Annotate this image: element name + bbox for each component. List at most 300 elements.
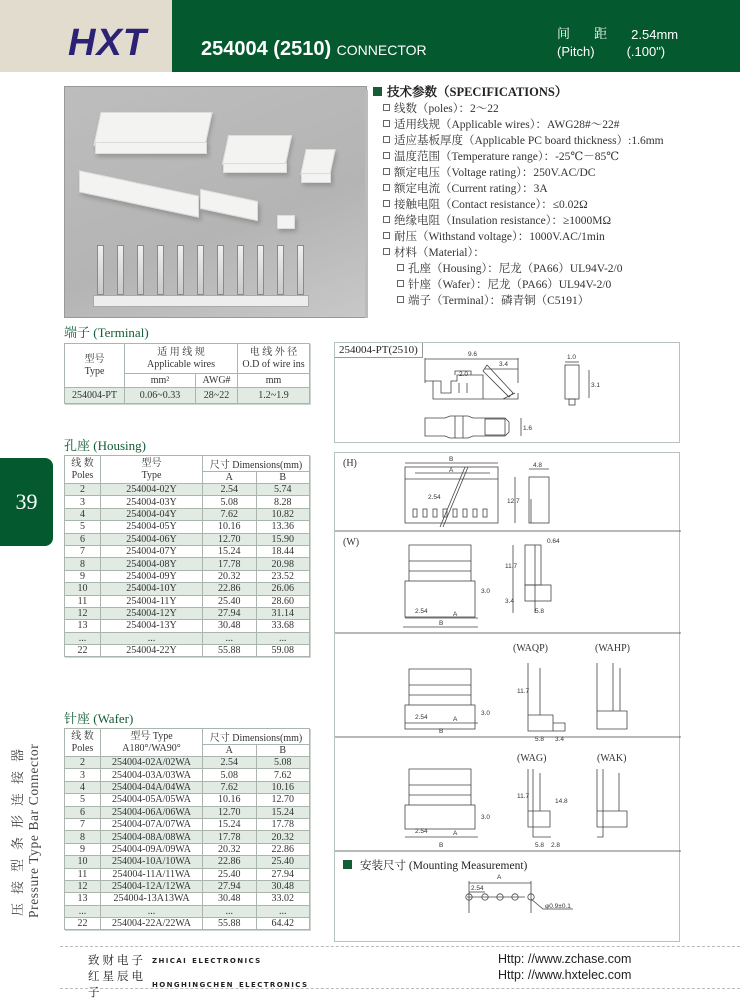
cell-b: 33.68 bbox=[256, 620, 310, 632]
material-item bbox=[373, 277, 733, 293]
cell-poles: 12 bbox=[65, 880, 101, 892]
dim-label: φ0.9±0.1 bbox=[545, 903, 571, 910]
table-row bbox=[65, 769, 310, 781]
terminal-pin bbox=[177, 245, 184, 295]
spec-item bbox=[373, 197, 733, 213]
spec-item bbox=[373, 213, 733, 229]
cell-mm2: 0.06~0.33 bbox=[125, 388, 196, 404]
wafer-table bbox=[64, 728, 310, 930]
dim-label: 2.54 bbox=[415, 714, 428, 721]
terminal-pin bbox=[137, 245, 144, 295]
terminal-drawing bbox=[335, 343, 681, 444]
cell-a: 25.40 bbox=[203, 868, 257, 880]
cell-a: ... bbox=[203, 905, 257, 917]
col-b: B bbox=[256, 745, 310, 757]
cell-poles: 4 bbox=[65, 508, 101, 520]
cell-type: 254004-PT bbox=[65, 388, 125, 404]
table-row bbox=[65, 781, 310, 793]
cell-a: 12.70 bbox=[203, 806, 257, 818]
cell-type: 254004-12A/12WA bbox=[101, 880, 203, 892]
checkbox-icon bbox=[397, 264, 404, 271]
mounting-section-title bbox=[343, 857, 527, 873]
model-number: 254004 (2510) bbox=[201, 38, 332, 60]
cell-a: 55.88 bbox=[203, 645, 257, 657]
housing-2pin-front bbox=[301, 173, 331, 183]
wahp-tag: (WAHP) bbox=[595, 643, 630, 654]
checkbox-icon bbox=[383, 232, 390, 239]
company-url-link[interactable]: Http: //www.zchase.com bbox=[498, 952, 632, 966]
terminal-pin bbox=[297, 245, 304, 295]
wafer-2pin bbox=[277, 215, 295, 229]
terminal-table bbox=[64, 343, 310, 404]
terminal-pin bbox=[117, 245, 124, 295]
cell-poles: 10 bbox=[65, 583, 101, 595]
cell-poles: 13 bbox=[65, 620, 101, 632]
wafer-6pin bbox=[200, 189, 258, 221]
wafer-tag: (W) bbox=[343, 537, 360, 548]
cell-type: 254004-04Y bbox=[101, 508, 203, 520]
dim-label: 2.54 bbox=[415, 828, 428, 835]
cell-b: 20.98 bbox=[256, 558, 310, 570]
spec-text: 材料（Material）： bbox=[394, 247, 485, 259]
pitch-value-in: (.100") bbox=[626, 44, 666, 59]
wak-tag: (WAK) bbox=[597, 753, 627, 764]
material-text: 孔座（Housing）：尼龙（PA66）UL94V-2/0 bbox=[408, 263, 623, 275]
col-a: A bbox=[203, 472, 257, 484]
dim-label: B bbox=[439, 842, 444, 849]
cell-a: ... bbox=[203, 632, 257, 644]
cell-poles: 7 bbox=[65, 545, 101, 557]
cell-a: 2.54 bbox=[203, 484, 257, 496]
cell-poles: 4 bbox=[65, 781, 101, 793]
terminal-pin bbox=[157, 245, 164, 295]
dim-label: 4.8 bbox=[533, 462, 543, 469]
checkbox-icon bbox=[383, 152, 390, 159]
cell-a: 17.78 bbox=[203, 831, 257, 843]
dim-label: A bbox=[453, 611, 458, 618]
category-en: Pressure Type Bar Connector bbox=[26, 743, 41, 918]
table-row bbox=[65, 843, 310, 855]
cell-a: 20.32 bbox=[203, 570, 257, 582]
dim-label: 14.8 bbox=[555, 798, 568, 805]
spec-divider bbox=[365, 90, 368, 318]
cell-a: 55.88 bbox=[203, 918, 257, 930]
dim-label: 2.0 bbox=[459, 371, 469, 378]
wag-tag: (WAG) bbox=[517, 753, 547, 764]
checkbox-icon bbox=[383, 200, 390, 207]
cell-poles: 11 bbox=[65, 868, 101, 880]
housing-section-title: 孔座 (Housing) bbox=[64, 438, 146, 453]
cell-a: 7.62 bbox=[203, 781, 257, 793]
checkbox-icon bbox=[383, 104, 390, 111]
cell-b: 26.06 bbox=[256, 583, 310, 595]
table-row bbox=[65, 388, 310, 404]
dim-label: 5.8 bbox=[535, 736, 545, 743]
cell-type: 254004-13A13WA bbox=[101, 893, 203, 905]
cell-type: 254004-08A/08WA bbox=[101, 831, 203, 843]
col-type bbox=[101, 456, 203, 484]
col-dimensions: 尺寸 Dimensions(mm) bbox=[203, 456, 310, 472]
cell-poles: 12 bbox=[65, 607, 101, 619]
waqp-tag: (WAQP) bbox=[513, 643, 548, 654]
cell-poles: 6 bbox=[65, 806, 101, 818]
cell-a: 30.48 bbox=[203, 620, 257, 632]
product-photo bbox=[64, 86, 367, 318]
cell-a: 22.86 bbox=[203, 856, 257, 868]
cell-poles: 8 bbox=[65, 831, 101, 843]
dim-label: A bbox=[449, 467, 454, 474]
header-text: Poles bbox=[71, 469, 94, 481]
cell-a: 10.16 bbox=[203, 521, 257, 533]
header-text: 型号 Type bbox=[130, 730, 173, 742]
cell-a: 22.86 bbox=[203, 583, 257, 595]
dim-label: 3.0 bbox=[481, 710, 491, 717]
specifications bbox=[373, 84, 733, 309]
material-item bbox=[373, 261, 733, 277]
cell-poles: 6 bbox=[65, 533, 101, 545]
table-row bbox=[65, 856, 310, 868]
footer-company bbox=[88, 968, 308, 1000]
dim-label: 3.0 bbox=[481, 588, 491, 595]
pitch-label-en: (Pitch) bbox=[557, 44, 595, 59]
header-text: 线 数 bbox=[71, 457, 94, 469]
checkbox-icon bbox=[383, 184, 390, 191]
product-type: CONNECTOR bbox=[336, 42, 427, 58]
dim-label: A bbox=[497, 874, 502, 881]
cell-poles: 10 bbox=[65, 856, 101, 868]
spec-text: 绝缘电阻（Insulation resistance）：≥1000MΩ bbox=[394, 215, 612, 227]
cell-a: 12.70 bbox=[203, 533, 257, 545]
checkbox-icon bbox=[383, 168, 390, 175]
cell-type: 254004-12Y bbox=[101, 607, 203, 619]
header-text: 电 线 外 径 bbox=[249, 346, 298, 358]
checkbox-icon bbox=[383, 248, 390, 255]
housing-slot bbox=[413, 509, 417, 517]
col-type bbox=[101, 729, 203, 757]
cell-b: 33.02 bbox=[256, 893, 310, 905]
cell-poles: 5 bbox=[65, 521, 101, 533]
cell-type: 254004-07A/07WA bbox=[101, 818, 203, 830]
cell-b: 5.08 bbox=[256, 757, 310, 769]
cell-type: 254004-09Y bbox=[101, 570, 203, 582]
cell-type: 254004-06Y bbox=[101, 533, 203, 545]
company-name-cn: 红星辰电子 bbox=[88, 969, 146, 999]
header-text: 型号 bbox=[84, 353, 105, 365]
dim-label: 3.1 bbox=[591, 382, 601, 389]
col-type bbox=[65, 344, 125, 388]
cell-a: 2.54 bbox=[203, 757, 257, 769]
cell-a: 30.48 bbox=[203, 893, 257, 905]
category-cn: 压接型条形连接器 bbox=[10, 739, 25, 916]
col-a: A bbox=[203, 745, 257, 757]
table-row bbox=[65, 508, 310, 520]
cell-poles: 13 bbox=[65, 893, 101, 905]
cell-poles: 22 bbox=[65, 918, 101, 930]
housing-table bbox=[64, 455, 310, 657]
dim-label: 3.4 bbox=[499, 361, 509, 368]
housing-tag: (H) bbox=[343, 458, 357, 469]
cell-type: 254004-22A/22WA bbox=[101, 918, 203, 930]
col-b: B bbox=[256, 472, 310, 484]
cell-b: 15.24 bbox=[256, 806, 310, 818]
table-row bbox=[65, 607, 310, 619]
cell-poles: 9 bbox=[65, 843, 101, 855]
cell-poles: 3 bbox=[65, 769, 101, 781]
cell-a: 5.08 bbox=[203, 496, 257, 508]
cell-poles: 22 bbox=[65, 645, 101, 657]
dim-label: 0.64 bbox=[547, 538, 560, 545]
dim-label: 3.0 bbox=[481, 814, 491, 821]
cell-b: 20.32 bbox=[256, 831, 310, 843]
material-text: 端子（Terminal）：磷青铜（C5191） bbox=[408, 295, 590, 307]
cell-type: 254004-06A/06WA bbox=[101, 806, 203, 818]
table-row bbox=[65, 645, 310, 657]
dim-label: B bbox=[439, 728, 444, 735]
table-row bbox=[65, 905, 310, 917]
dim-label: B bbox=[449, 456, 454, 463]
cell-b: 5.74 bbox=[256, 484, 310, 496]
dim-label: A bbox=[453, 830, 458, 837]
col-awg: AWG# bbox=[196, 374, 238, 388]
spec-item bbox=[373, 229, 733, 245]
dimension-drawings-panel bbox=[334, 452, 680, 942]
dim-label: 1.0 bbox=[567, 354, 577, 361]
table-row bbox=[65, 496, 310, 508]
dim-label: 2.8 bbox=[551, 842, 561, 849]
terminal-pin bbox=[237, 245, 244, 295]
pitch-value-mm: 2.54mm bbox=[631, 27, 679, 42]
dim-label: A bbox=[453, 716, 458, 723]
table-row bbox=[65, 818, 310, 830]
cell-a: 15.24 bbox=[203, 818, 257, 830]
cell-b: 28.60 bbox=[256, 595, 310, 607]
dim-label: 2.54 bbox=[428, 494, 441, 501]
material-item bbox=[373, 293, 733, 309]
cell-a: 10.16 bbox=[203, 794, 257, 806]
cell-poles: 2 bbox=[65, 757, 101, 769]
spec-text: 适应基板厚度（Applicable PC board thickness）:1.6mm bbox=[394, 135, 664, 147]
cell-type: 254004-07Y bbox=[101, 545, 203, 557]
table-row bbox=[65, 533, 310, 545]
cell-b: 31.14 bbox=[256, 607, 310, 619]
cell-b: 8.28 bbox=[256, 496, 310, 508]
cell-a: 25.40 bbox=[203, 595, 257, 607]
cell-b: 13.36 bbox=[256, 521, 310, 533]
cell-type: 254004-03Y bbox=[101, 496, 203, 508]
spec-text: 适用线规（Applicable wires）：AWG28#～22# bbox=[394, 119, 620, 131]
spec-item bbox=[373, 245, 733, 261]
mounting-title-text: 安装尺寸 (Mounting Measurement) bbox=[360, 860, 528, 872]
brand-logo: HXT bbox=[68, 22, 147, 64]
terminal-drawing-lines bbox=[425, 358, 589, 438]
col-mm2: mm² bbox=[125, 374, 196, 388]
cell-b: 59.08 bbox=[256, 645, 310, 657]
cell-awg: 28~22 bbox=[196, 388, 238, 404]
header-text: 线 数 bbox=[71, 730, 94, 742]
housing-slot bbox=[463, 509, 467, 517]
cell-type: 254004-05Y bbox=[101, 521, 203, 533]
table-row bbox=[65, 868, 310, 880]
cell-poles: 8 bbox=[65, 558, 101, 570]
table-row bbox=[65, 595, 310, 607]
dim-label: 2.54 bbox=[471, 885, 484, 892]
terminal-pin bbox=[197, 245, 204, 295]
header-text: Poles bbox=[71, 742, 94, 754]
header-text: 型号 bbox=[141, 457, 162, 469]
company-url-link[interactable]: Http: //www.hxtelec.com bbox=[498, 968, 632, 982]
housing-slot bbox=[483, 509, 487, 517]
cell-type: 254004-02A/02WA bbox=[101, 757, 203, 769]
table-row bbox=[65, 484, 310, 496]
dim-label: 11.7 bbox=[517, 793, 530, 800]
checkbox-icon bbox=[397, 296, 404, 303]
housing-slot bbox=[433, 509, 437, 517]
dim-label: 5.8 bbox=[535, 842, 545, 849]
footer-divider bbox=[60, 988, 740, 989]
cell-b: 23.52 bbox=[256, 570, 310, 582]
spec-item bbox=[373, 101, 733, 117]
pitch-label-cn: 间 距 bbox=[557, 27, 618, 42]
spec-item bbox=[373, 117, 733, 133]
cell-b: ... bbox=[256, 632, 310, 644]
logo-panel bbox=[0, 0, 172, 72]
dim-label: 11.7 bbox=[517, 688, 530, 695]
housing-slot bbox=[423, 509, 427, 517]
spec-item bbox=[373, 133, 733, 149]
dim-label: 3.4 bbox=[505, 598, 515, 605]
table-row bbox=[65, 918, 310, 930]
header-text: A180°/WA90° bbox=[122, 742, 181, 754]
checkbox-icon bbox=[383, 120, 390, 127]
cell-b: 25.40 bbox=[256, 856, 310, 868]
material-text: 针座（Wafer）：尼龙（PA66）UL94V-2/0 bbox=[408, 279, 612, 291]
cell-b: 64.42 bbox=[256, 918, 310, 930]
cell-b: 18.44 bbox=[256, 545, 310, 557]
cell-poles: 3 bbox=[65, 496, 101, 508]
cell-od: 1.2~1.9 bbox=[238, 388, 310, 404]
spec-text: 线数（poles）：2～22 bbox=[394, 103, 499, 115]
table-row bbox=[65, 545, 310, 557]
cell-a: 17.78 bbox=[203, 558, 257, 570]
cell-type: 254004-09A/09WA bbox=[101, 843, 203, 855]
checkbox-icon bbox=[383, 216, 390, 223]
cell-b: 30.48 bbox=[256, 880, 310, 892]
col-od bbox=[238, 344, 310, 374]
housing-6pin bbox=[222, 135, 292, 165]
square-bullet-icon bbox=[373, 87, 382, 96]
wafer-section-title: 针座 (Wafer) bbox=[64, 711, 134, 726]
cell-poles: ... bbox=[65, 632, 101, 644]
cell-type: 254004-05A/05WA bbox=[101, 794, 203, 806]
cell-type: 254004-08Y bbox=[101, 558, 203, 570]
cell-type: ... bbox=[101, 905, 203, 917]
cell-type: 254004-13Y bbox=[101, 620, 203, 632]
dim-label: 1.6 bbox=[523, 425, 533, 432]
spec-text: 额定电流（Current rating）：3A bbox=[394, 183, 548, 195]
square-bullet-icon bbox=[343, 860, 352, 869]
pitch-info bbox=[557, 26, 678, 60]
cell-type: 254004-10Y bbox=[101, 583, 203, 595]
cell-a: 27.94 bbox=[203, 607, 257, 619]
cell-type: 254004-11A/11WA bbox=[101, 868, 203, 880]
housing-12pin-front bbox=[95, 142, 207, 154]
cell-type: 254004-02Y bbox=[101, 484, 203, 496]
cell-poles: 7 bbox=[65, 818, 101, 830]
col-poles bbox=[65, 456, 101, 484]
terminal-carrier-strip bbox=[93, 295, 309, 307]
terminal-pin bbox=[97, 245, 104, 295]
header-text: Type bbox=[141, 469, 162, 481]
company-name-en: honghingchen electronics bbox=[152, 978, 309, 990]
table-row bbox=[65, 620, 310, 632]
spec-item bbox=[373, 149, 733, 165]
terminal-section-title: 端子 (Terminal) bbox=[64, 325, 149, 340]
checkbox-icon bbox=[397, 280, 404, 287]
spec-item bbox=[373, 165, 733, 181]
company-name-cn: 致财电子 bbox=[88, 953, 146, 967]
col-poles bbox=[65, 729, 101, 757]
dim-label: 2.54 bbox=[415, 608, 428, 615]
cell-b: 22.86 bbox=[256, 843, 310, 855]
cell-type: ... bbox=[101, 632, 203, 644]
page-number-tab: 39 bbox=[0, 458, 53, 546]
terminal-pin bbox=[257, 245, 264, 295]
dim-label: 3.4 bbox=[555, 736, 565, 743]
cell-b: 10.82 bbox=[256, 508, 310, 520]
table-row bbox=[65, 757, 310, 769]
cell-poles: 2 bbox=[65, 484, 101, 496]
checkbox-icon bbox=[383, 136, 390, 143]
header-bar bbox=[172, 0, 740, 72]
footer-divider bbox=[60, 946, 740, 947]
cell-type: 254004-22Y bbox=[101, 645, 203, 657]
spec-item bbox=[373, 181, 733, 197]
table-row bbox=[65, 570, 310, 582]
table-row bbox=[65, 831, 310, 843]
company-name-en: zhicai electronics bbox=[152, 954, 262, 966]
cell-poles: 11 bbox=[65, 595, 101, 607]
spec-text: 接触电阻（Contact resistance）：≤0.02Ω bbox=[394, 199, 588, 211]
cell-b: 12.70 bbox=[256, 794, 310, 806]
cell-b: 17.78 bbox=[256, 818, 310, 830]
cell-poles: ... bbox=[65, 905, 101, 917]
spec-text: 额定电压（Voltage rating）：250V.AC/DC bbox=[394, 167, 596, 179]
cell-type: 254004-03A/03WA bbox=[101, 769, 203, 781]
table-row bbox=[65, 794, 310, 806]
specifications-title-text: 技术参数（SPECIFICATIONS） bbox=[387, 85, 568, 99]
cell-b: 15.90 bbox=[256, 533, 310, 545]
cell-b: 7.62 bbox=[256, 769, 310, 781]
cell-type: 254004-11Y bbox=[101, 595, 203, 607]
cell-a: 7.62 bbox=[203, 508, 257, 520]
header-text: 适 用 线 规 bbox=[157, 346, 205, 358]
housing-slot bbox=[473, 509, 477, 517]
spec-text: 温度范围（Temperature range）：-25℃－85℃ bbox=[394, 151, 620, 163]
cell-type: 254004-10A/10WA bbox=[101, 856, 203, 868]
dim-label: 12.7 bbox=[507, 498, 520, 505]
housing-12pin bbox=[93, 112, 212, 146]
table-row bbox=[65, 632, 310, 644]
spec-text: 耐压（Withstand voltage）：1000V.AC/1min bbox=[394, 231, 605, 243]
dim-label: 9.6 bbox=[468, 351, 478, 358]
footer-company bbox=[88, 952, 262, 968]
cell-poles: 5 bbox=[65, 794, 101, 806]
dim-label: 11.7 bbox=[505, 563, 518, 570]
housing-2pin bbox=[300, 149, 336, 175]
cell-a: 15.24 bbox=[203, 545, 257, 557]
header-text: Type bbox=[84, 365, 105, 377]
cell-type: 254004-04A/04WA bbox=[101, 781, 203, 793]
